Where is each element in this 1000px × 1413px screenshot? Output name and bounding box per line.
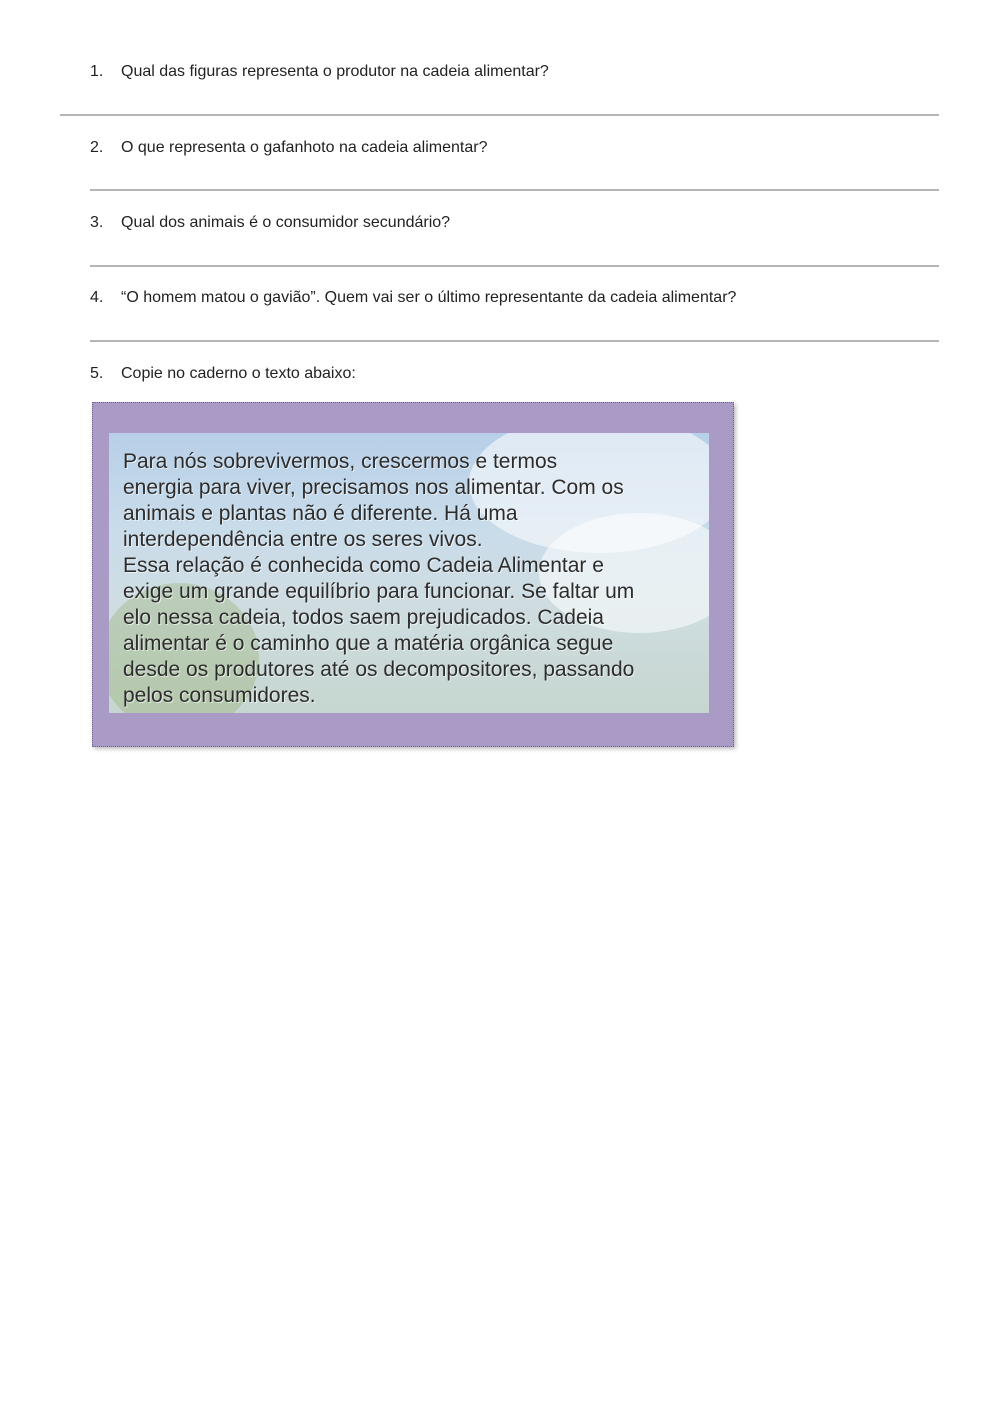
question-number: 4. — [90, 289, 104, 306]
answer-line-4[interactable] — [90, 340, 939, 342]
question-1 — [90, 62, 549, 82]
text-box-frame — [92, 402, 734, 747]
question-4 — [90, 288, 736, 308]
question-2 — [90, 138, 487, 158]
text-box-background — [109, 433, 709, 713]
answer-line-3[interactable] — [90, 265, 939, 267]
question-text: O que representa o gafanhoto na cadeia alimentar? — [121, 139, 488, 156]
question-5 — [90, 364, 356, 384]
question-text: Qual das figuras representa o produtor na cadeia alimentar? — [121, 63, 549, 80]
question-number: 3. — [90, 214, 104, 231]
answer-line-1[interactable] — [60, 114, 939, 116]
question-3 — [90, 213, 450, 233]
question-text: “O homem matou o gavião”. Quem vai ser o último representante da cadeia alimentar? — [121, 289, 737, 306]
question-text: Copie no caderno o texto abaixo: — [121, 365, 356, 382]
question-number: 5. — [90, 365, 104, 382]
text-box-paragraph: Para nós sobrevivermos, crescermos e termos energia para viver, precisamos nos alimentar. Com os animais e plantas não é diferente. Há uma interdependência entre os seres vivos. Essa relação é conhecida como Cadeia Alimentar e exige um grande equilíbrio para funcionar. Se faltar um elo nessa cadeia, todos saem prejudicados. Cadeia alimentar é o caminho que a matéria orgânica segue desde os produtores até os decompositores, passando pelos consumidores. — [123, 450, 635, 707]
question-number: 1. — [90, 63, 104, 80]
answer-line-2[interactable] — [90, 189, 939, 191]
question-text: Qual dos animais é o consumidor secundário? — [121, 214, 451, 231]
question-number: 2. — [90, 139, 104, 156]
